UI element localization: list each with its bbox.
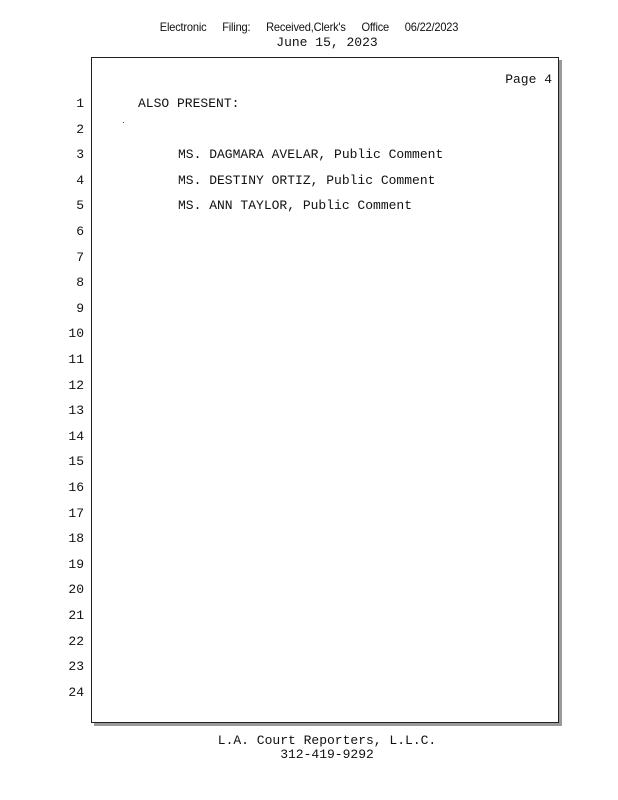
line-number: 11	[68, 352, 84, 367]
line-number: 1	[76, 96, 84, 111]
transcript-line-1: ALSO PRESENT:	[138, 96, 240, 111]
line-number: 20	[68, 582, 84, 598]
stamp-electronic: Electronic	[159, 20, 207, 34]
line-number: 8	[76, 275, 84, 291]
line-number: 2	[76, 121, 84, 137]
line-number: 22	[68, 633, 84, 649]
line-number: 12	[68, 377, 84, 393]
line-number: 10	[68, 326, 84, 342]
stamp-filing: Filing:	[222, 20, 251, 34]
line-number: 3	[76, 147, 84, 163]
transcript-line-4: MS. DESTINY ORTIZ, Public Comment	[178, 173, 436, 188]
line-number: 7	[76, 249, 84, 265]
line-number: 21	[68, 608, 84, 623]
stray-mark	[123, 122, 124, 123]
stamp-received: Received,Clerk's	[266, 20, 346, 34]
line-number: 14	[68, 428, 84, 444]
footer-phone: 312-419-9292	[280, 747, 374, 762]
page-label: Page 4	[505, 72, 552, 87]
line-number: 18	[68, 531, 84, 547]
line-number: 24	[68, 684, 84, 700]
line-number: 15	[68, 454, 84, 470]
line-number: 17	[68, 505, 84, 521]
line-number: 16	[68, 480, 84, 495]
line-number: 6	[76, 224, 84, 239]
stamp-date: 06/22/2023	[404, 20, 459, 34]
stamp-office: Office	[361, 20, 390, 34]
line-number: 13	[68, 403, 84, 419]
transcript-line-3: MS. DAGMARA AVELAR, Public Comment	[178, 147, 444, 162]
line-number: 23	[68, 659, 84, 675]
line-number: 4	[76, 172, 84, 188]
transcript-line-5: MS. ANN TAYLOR, Public Comment	[178, 198, 413, 213]
line-number: 19	[68, 556, 84, 572]
header-date: June 15, 2023	[276, 35, 378, 50]
filing-stamp	[25, 20, 594, 34]
line-number: 5	[76, 198, 84, 214]
footer-company: L.A. Court Reporters, L.L.C.	[217, 733, 437, 748]
line-number: 9	[76, 300, 84, 316]
